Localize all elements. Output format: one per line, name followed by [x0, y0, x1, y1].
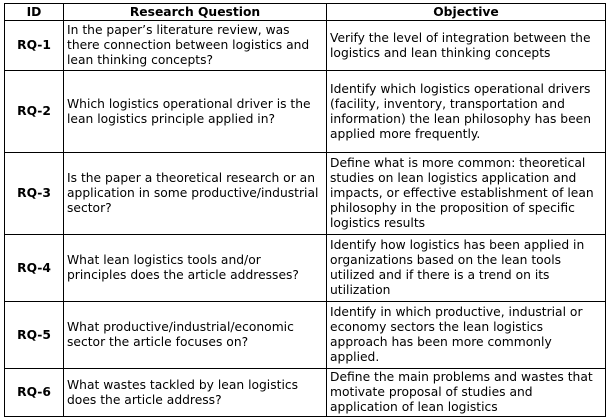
row-id: RQ-2 — [5, 71, 64, 153]
row-question: What wastes tackled by lean logistics does the article address? — [64, 369, 327, 417]
row-id: RQ-5 — [5, 302, 64, 369]
row-objective: Define what is more common: theoretical studies on lean logistics application and impacts, or effective establishment of lean philosophy in the proposition of specific logistics results — [327, 153, 606, 235]
table-row — [5, 21, 606, 71]
table-row — [5, 302, 606, 369]
row-question: Which logistics operational driver is the lean logistics principle applied in? — [64, 71, 327, 153]
row-id: RQ-1 — [5, 21, 64, 71]
row-id: RQ-4 — [5, 235, 64, 302]
row-objective: Verify the level of integration between the logistics and lean thinking concepts — [327, 21, 606, 71]
header-row — [5, 4, 606, 21]
table-row — [5, 153, 606, 235]
row-objective: Identify which logistics operational drivers (facility, inventory, transportation and information) the lean philosophy has been applied more frequently. — [327, 71, 606, 153]
table-row — [5, 71, 606, 153]
table-row — [5, 235, 606, 302]
table-row — [5, 369, 606, 417]
header-research-question: Research Question — [64, 4, 327, 21]
row-objective: Identify how logistics has been applied in organizations based on the lean tools utilized and if there is a trend on its utilization — [327, 235, 606, 302]
header-objective: Objective — [327, 4, 606, 21]
row-question: What productive/industrial/economic sector the article focuses on? — [64, 302, 327, 369]
research-questions-table — [4, 3, 606, 417]
row-objective: Define the main problems and wastes that motivate proposal of studies and application of lean logistics — [327, 369, 606, 417]
row-id: RQ-6 — [5, 369, 64, 417]
header-id: ID — [5, 4, 64, 21]
row-question: What lean logistics tools and/or principles does the article addresses? — [64, 235, 327, 302]
row-objective: Identify in which productive, industrial or economy sectors the lean logistics approach has been more commonly applied. — [327, 302, 606, 369]
row-question: Is the paper a theoretical research or an application in some productive/industrial sector? — [64, 153, 327, 235]
row-id: RQ-3 — [5, 153, 64, 235]
row-question: In the paper’s literature review, was there connection between logistics and lean thinking concepts? — [64, 21, 327, 71]
